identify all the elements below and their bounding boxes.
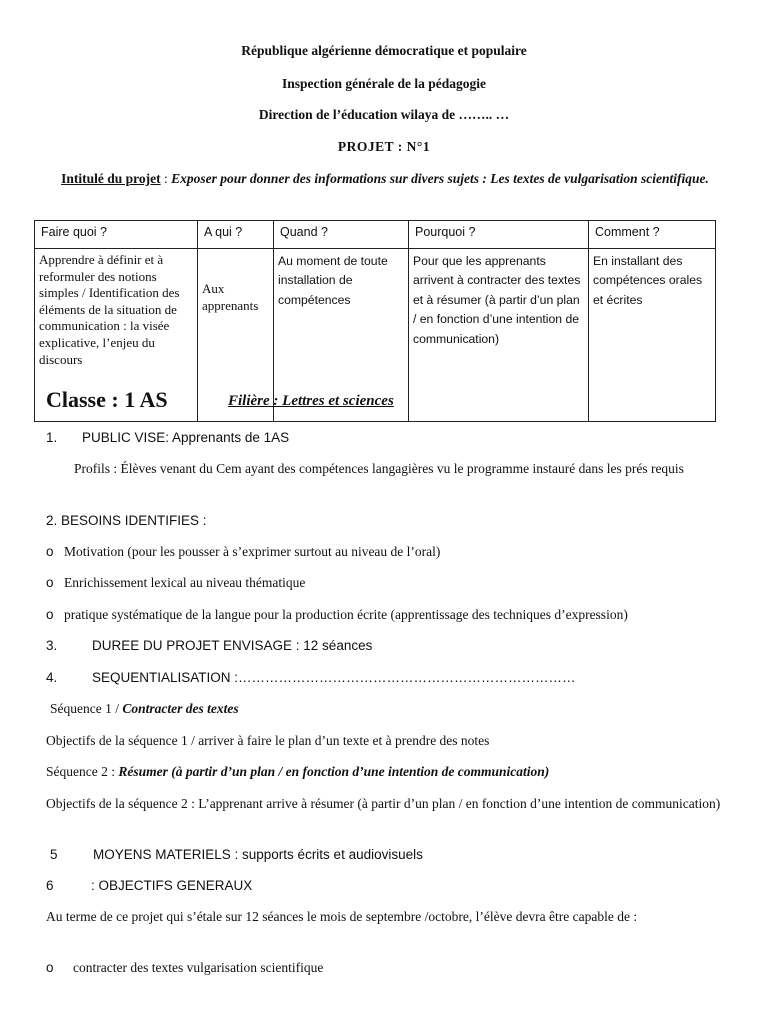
table-cell-faire-quoi: Apprendre à définir et à reformuler des notions simples / Identification des éléments de la situation de communication : la visée explicative, l’enjeu du discours [35,249,198,422]
section-moyens-materiels [50,845,730,865]
table-header-row [35,221,716,249]
table-cell-comment: En installant des compétences orales et écrites [589,249,716,422]
sequence-title: Résumer (à partir d’un plan / en fonction d’une intention de communication) [118,764,550,779]
section-besoins-identifies: 2. BESOINS IDENTIFIES : [46,513,207,528]
column-header-pourquoi: Pourquoi ? [409,221,589,249]
section-text: DUREE DU PROJET ENVISAGE : 12 séances [92,638,373,653]
profils-paragraph: Profils : Élèves venant du Cem ayant des compétences langagières vu le programme instauré dans les prés requis [74,461,684,476]
table-cell-pourquoi: Pour que les apprenants arrivent à contracter des textes et à résumer (à partir d’un plan / en fonction d’une intention de communication) [409,249,589,422]
list-item [46,605,726,625]
bullet-icon: o [46,960,54,975]
section-public-vise [46,428,726,448]
project-title-label: Intitulé du projet [61,171,161,186]
list-item [46,958,726,978]
section-number: 4. [46,670,58,685]
project-title-separator: : [160,171,172,186]
list-item [46,573,726,593]
list-item-text: contracter des textes vulgarisation scientifique [73,960,324,975]
section-text: : OBJECTIFS GENERAUX [91,878,253,893]
project-number: PROJET : N°1 [337,139,431,154]
column-header-quand: Quand ? [274,221,409,249]
list-item-text: Motivation (pour les pousser à s’exprimer surtout au niveau de l’oral) [64,544,441,559]
classe-heading: Classe : 1 AS [46,387,168,412]
sequence-label: Séquence 2 : [46,764,119,779]
table-cell-a-qui: Aux apprenants [198,249,274,422]
section-number: 6 [46,878,54,893]
au-terme-paragraph: Au terme de ce projet qui s’étale sur 12 séances le mois de septembre /octobre, l’élève devra être capable de : [46,909,638,924]
bullet-icon: o [46,575,54,590]
section-text: PUBLIC VISE: Apprenants de 1AS [82,430,290,445]
column-header-faire-quoi: Faire quoi ? [35,221,198,249]
sequence-1 [50,699,730,719]
section-text: SEQUENTIALISATION :………………………………………………………………… [92,670,576,685]
sequence-label: Séquence 1 / [50,701,123,716]
sequence-2 [46,762,726,782]
bullet-icon: o [46,607,54,622]
header-line-republique: République algérienne démocratique et populaire [241,43,527,58]
section-objectifs-generaux [46,876,726,896]
section-duree [46,636,726,656]
header-line-direction: Direction de l’éducation wilaya de …….. … [258,107,510,122]
filiere-heading: Filière : Lettres et sciences [228,393,394,409]
project-title [40,170,730,188]
column-header-a-qui: A qui ? [198,221,274,249]
project-title-text: Exposer pour donner des informations sur divers sujets : Les textes de vulgarisation scientifique. [171,171,709,186]
section-number: 1. [46,430,58,445]
section-number: 5 [50,847,58,862]
list-item-text: Enrichissement lexical au niveau thématique [64,575,306,590]
table-cell-quand: Au moment de toute installation de compétences [274,249,409,422]
bullet-icon: o [46,544,54,559]
header-line-inspection: Inspection générale de la pédagogie [282,76,486,91]
column-header-comment: Comment ? [589,221,716,249]
sequence-1-objectives: Objectifs de la séquence 1 / arriver à faire le plan d’un texte et à prendre des notes [46,733,490,748]
list-item-text: pratique systématique de la langue pour la production écrite (apprentissage des techniques d’expression) [64,607,628,622]
section-number: 3. [46,638,58,653]
list-item [46,542,726,562]
section-sequentialisation [46,668,726,688]
sequence-2-objectives: Objectifs de la séquence 2 : L’apprenant arrive à résumer (à partir d’un plan / en fonction d’une intention de communication) [46,796,721,811]
sequence-title: Contracter des textes [122,701,239,716]
section-text: MOYENS MATERIELS : supports écrits et audiovisuels [93,847,423,862]
